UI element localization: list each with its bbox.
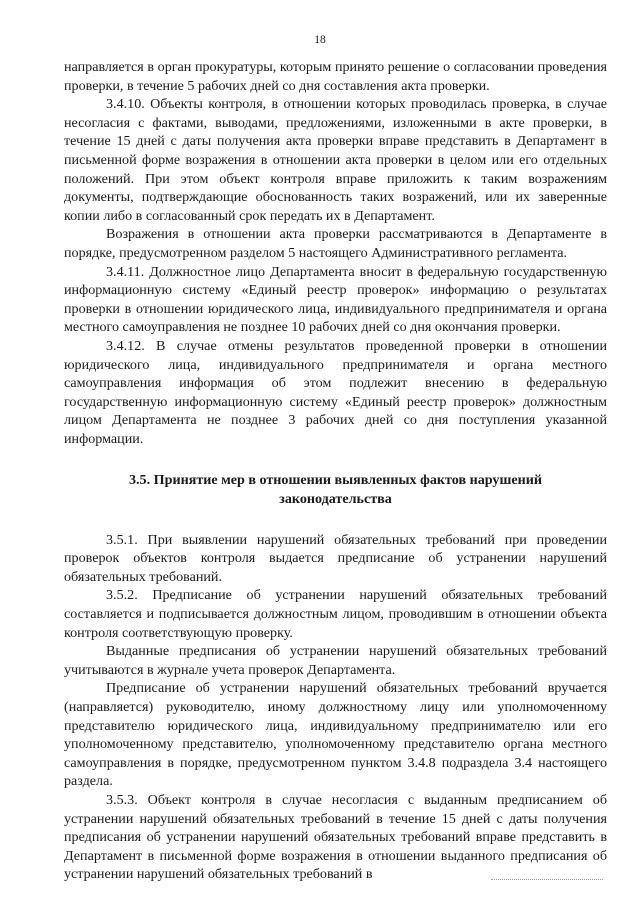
paragraph-journal: Выданные предписания об устранении нарушений обязательных требований учитываются в журнале учета проверок Департамента. [64, 643, 607, 678]
paragraph-objections: Возражения в отношении акта проверки рассматриваются в Департаменте в порядке, предусмотренном разделом 5 настоящего Административного регламента. [64, 226, 607, 261]
document-body [64, 58, 607, 884]
paragraph-3-5-3: 3.5.3. Объект контроля в случае несогласия с выданным предписанием об устранении нарушений обязательных требований в течение 15 дней с даты получения предписания об устранении нарушений обязательных требований вправе представить в Департамент в письменной форме возражения в отношении выданного предписания об устранении нарушений обязательных требований в [64, 791, 607, 883]
footer-dotted-line [491, 879, 603, 880]
paragraph-3-4-11: 3.4.11. Должностное лицо Департамента вносит в федеральную государственную информационную систему «Единый реестр проверок» информацию о результатах проверки в отношении юридического лица, индивидуального предпринимателя и органа местного самоуправления не позднее 10 рабочих дней со дня окончания проверки. [64, 263, 607, 336]
paragraph-delivery: Предписание об устранении нарушений обязательных требований вручается (направляется) руководителю, иному должностному лицу или уполномоченному представителю юридического лица, индивидуальному предпринимателю или его уполномоченному представителю, уполномоченному представителю органа местного самоуправления в порядке, предусмотренном пунктом 3.4.8 подраздела 3.4 настоящего раздела. [64, 680, 607, 790]
section-heading [64, 471, 607, 508]
paragraph-3-5-1: 3.5.1. При выявлении нарушений обязательных требований при проведении проверок объектов контроля выдается предписание об устранении нарушений обязательных требований. [64, 531, 607, 585]
paragraph-continuation: направляется в орган прокуратуры, которым принято решение о согласовании проведения проверки, в течение 5 рабочих дней со дня составления акта проверки. [64, 59, 607, 94]
section-heading-line-1: 3.5. Принятие мер в отношении выявленных фактов нарушений [128, 472, 542, 489]
paragraph-3-4-10: 3.4.10. Объекты контроля, в отношении которых проводилась проверка, в случае несогласия с фактами, выводами, предложениями, изложенными в акте проверки, в течение 15 дней с даты получения акта проверки вправе представить в Департамент в письменной форме возражения в отношении акта проверки в целом или его отдельных положений. При этом объект контроля вправе приложить к таким возражениям документы, подтверждающие обоснованность таких возражений, или их заверенные копии либо в согласованный срок передать их в Департамент. [64, 96, 607, 224]
page-number: 18 [314, 34, 326, 46]
paragraph-3-5-2: 3.5.2. Предписание об устранении нарушений обязательных требований составляется и подписывается должностным лицом, проводившим в отношении объекта контроля соответствующую проверку. [64, 587, 607, 641]
paragraph-3-4-12: 3.4.12. В случае отмены результатов проведенной проверки в отношении юридического лица, индивидуального предпринимателя и органа местного самоуправления информация об этом подлежит внесению в федеральную государственную информационную систему «Единый реестр проверок» должностным лицом Департамента не позднее 3 рабочих дней со дня поступления указанной информации. [64, 337, 607, 447]
section-heading-line-2: законодательства [279, 491, 392, 508]
